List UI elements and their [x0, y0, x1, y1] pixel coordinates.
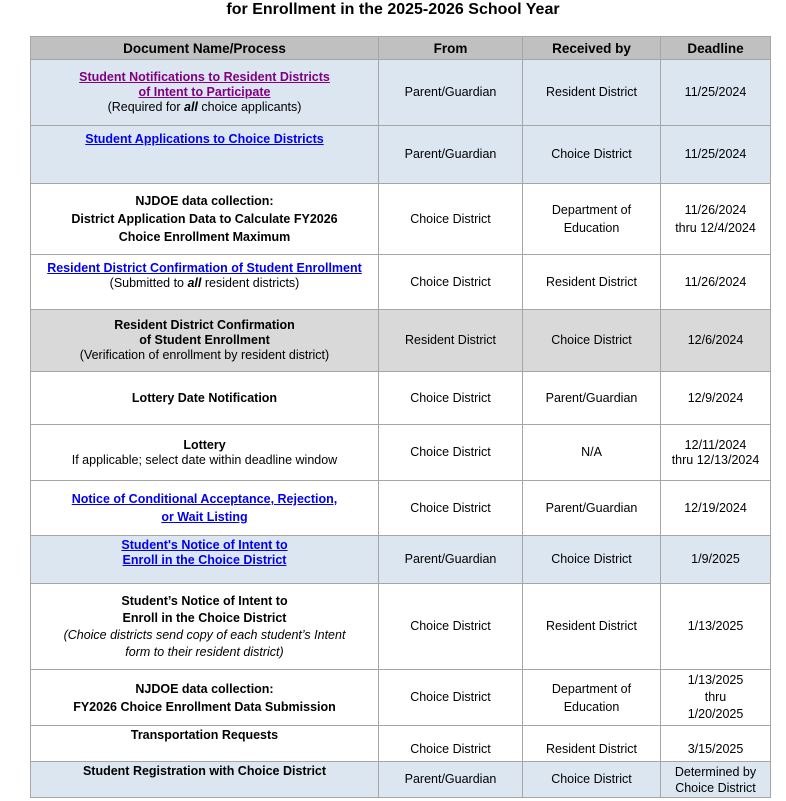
- received-cell: Resident District: [523, 255, 661, 310]
- page-title: for Enrollment in the 2025-2026 School Year: [226, 1, 560, 18]
- from-cell: Choice District: [379, 670, 523, 726]
- document-cell: [31, 255, 379, 310]
- received-cell: N/A: [523, 425, 661, 481]
- received-cell: Choice District: [523, 536, 661, 584]
- received-cell: Resident District: [523, 60, 661, 126]
- received-cell: Resident District: [523, 726, 661, 762]
- table-row: [31, 762, 771, 798]
- header-document: Document Name/Process: [31, 37, 379, 60]
- from-cell: Choice District: [379, 726, 523, 762]
- received-cell: Choice District: [523, 310, 661, 372]
- table-row: [31, 425, 771, 481]
- document-link[interactable]: of Intent to Participate: [138, 85, 271, 99]
- deadline-cell: 1/13/2025 thru 1/20/2025: [661, 670, 771, 726]
- enrollment-timeline-table: [30, 36, 771, 798]
- from-cell: Choice District: [379, 184, 523, 255]
- received-cell: Resident District: [523, 584, 661, 670]
- from-cell: Choice District: [379, 481, 523, 536]
- table-row: [31, 310, 771, 372]
- deadline-cell: 11/26/2024 thru 12/4/2024: [661, 184, 771, 255]
- deadline-cell: 11/26/2024: [661, 255, 771, 310]
- document-cell: NJDOE data collection: FY2026 Choice Enrollment Data Submission: [31, 670, 379, 726]
- deadline-cell: Determined by Choice District: [661, 762, 771, 798]
- document-link[interactable]: or Wait Listing: [161, 510, 248, 524]
- document-cell: Lottery If applicable; select date within deadline window: [31, 425, 379, 481]
- document-link[interactable]: Notice of Conditional Acceptance, Rejection,: [71, 492, 338, 506]
- document-note: (Required for all choice applicants): [107, 100, 302, 114]
- document-cell: Transportation Requests: [31, 726, 379, 762]
- deadline-cell: 11/25/2024: [661, 60, 771, 126]
- table-row: [31, 670, 771, 726]
- from-cell: Choice District: [379, 584, 523, 670]
- document-cell: Resident District Confirmation of Student Enrollment (Verification of enrollment by resident district): [31, 310, 379, 372]
- deadline-cell: 1/13/2025: [661, 584, 771, 670]
- document-cell: [31, 126, 379, 184]
- document-link[interactable]: Student Applications to Choice Districts: [85, 132, 324, 146]
- table-row: [31, 255, 771, 310]
- deadline-cell: 12/19/2024: [661, 481, 771, 536]
- received-cell: Parent/Guardian: [523, 481, 661, 536]
- table-row: [31, 481, 771, 536]
- table-row: [31, 726, 771, 762]
- table-row: [31, 60, 771, 126]
- deadline-cell: 12/6/2024: [661, 310, 771, 372]
- table-row: [31, 372, 771, 425]
- received-cell: Department of Education: [523, 184, 661, 255]
- from-cell: Parent/Guardian: [379, 536, 523, 584]
- deadline-cell: 11/25/2024: [661, 126, 771, 184]
- table-row: [31, 184, 771, 255]
- header-received-by: Received by: [523, 37, 661, 60]
- document-link[interactable]: Enroll in the Choice District: [122, 553, 287, 567]
- deadline-cell: 12/9/2024: [661, 372, 771, 425]
- table-row: [31, 584, 771, 670]
- deadline-cell: 3/15/2025: [661, 726, 771, 762]
- header-row: [31, 37, 771, 60]
- deadline-cell: 1/9/2025: [661, 536, 771, 584]
- header-deadline: Deadline: [661, 37, 771, 60]
- table-row: [31, 536, 771, 584]
- document-cell: [31, 60, 379, 126]
- document-link[interactable]: Student Notifications to Resident Districts: [79, 70, 330, 84]
- received-cell: Parent/Guardian: [523, 372, 661, 425]
- received-cell: Choice District: [523, 126, 661, 184]
- header-from: From: [379, 37, 523, 60]
- document-link[interactable]: Resident District Confirmation of Student Enrollment: [47, 261, 362, 275]
- from-cell: Choice District: [379, 372, 523, 425]
- from-cell: Parent/Guardian: [379, 762, 523, 798]
- deadline-cell: 12/11/2024 thru 12/13/2024: [661, 425, 771, 481]
- document-cell: Student’s Notice of Intent to Enroll in the Choice District (Choice districts send copy of each student’s Intent form to their resident district): [31, 584, 379, 670]
- table-row: [31, 126, 771, 184]
- from-cell: Choice District: [379, 255, 523, 310]
- from-cell: Parent/Guardian: [379, 60, 523, 126]
- document-cell: NJDOE data collection: District Application Data to Calculate FY2026 Choice Enrollment Maximum: [31, 184, 379, 255]
- from-cell: Parent/Guardian: [379, 126, 523, 184]
- document-note: (Submitted to all resident districts): [109, 276, 300, 290]
- document-cell: [31, 481, 379, 536]
- document-cell: [31, 536, 379, 584]
- document-link[interactable]: Student's Notice of Intent to: [121, 538, 288, 552]
- document-cell: Lottery Date Notification: [31, 372, 379, 425]
- from-cell: Resident District: [379, 310, 523, 372]
- document-cell: Student Registration with Choice District: [31, 762, 379, 798]
- received-cell: Department of Education: [523, 670, 661, 726]
- from-cell: Choice District: [379, 425, 523, 481]
- received-cell: Choice District: [523, 762, 661, 798]
